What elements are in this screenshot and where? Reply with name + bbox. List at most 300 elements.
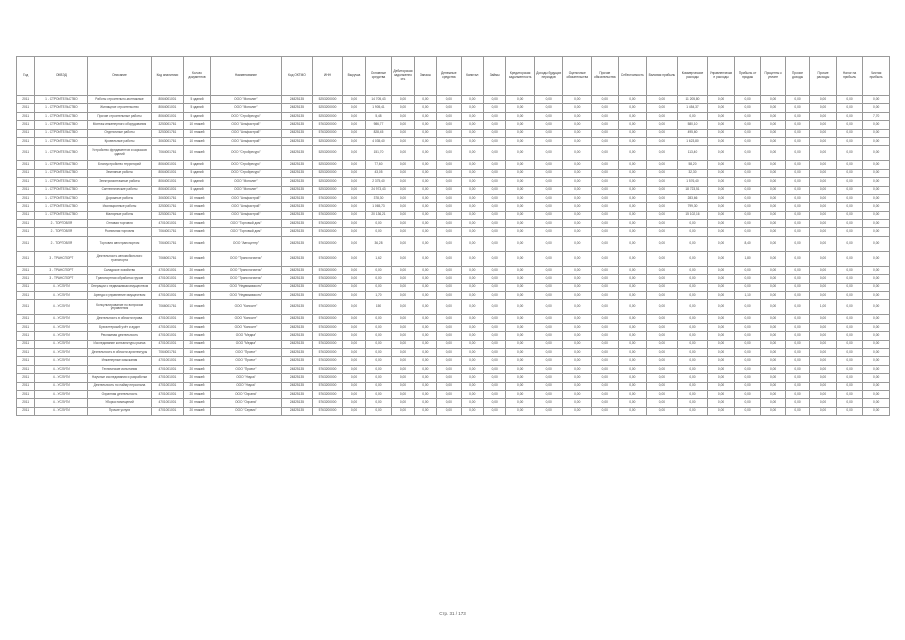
table-cell: 0,00 [592,236,619,251]
table-cell: 0,00 [734,178,761,186]
table-cell: 0,00 [563,121,592,129]
table-cell: 0,00 [677,399,708,407]
table-cell: 0,00 [437,251,461,266]
table-cell: 0,00 [563,399,592,407]
table-cell: 0,00 [483,390,505,398]
column-header: Управленческие расходы [708,57,735,96]
table-cell: Устройство фундаментов и каркасов зданий [88,146,151,161]
table-cell: 24825135 [282,146,313,161]
table-cell: 0,00 [437,220,461,228]
table-cell: 2011 [17,357,35,365]
table-cell: 2011 [17,315,35,323]
table-cell: 0,00 [365,365,392,373]
table-cell: 0,00 [836,186,863,194]
table-cell: 0,00 [592,161,619,169]
table-cell: 0,00 [437,315,461,323]
table-row [17,323,890,331]
column-header: Код аналитики [151,57,184,96]
table-cell: 20 этажей [184,340,211,348]
table-cell: 0,00 [708,211,735,219]
table-cell: 0,00 [534,146,563,161]
table-cell: 0,00 [647,104,678,112]
table-cell: 0,00 [647,315,678,323]
table-cell: 0,00 [836,220,863,228]
table-cell: 5 зданий [184,169,211,177]
table-cell: 0,00 [785,194,809,202]
table-cell: 0,00 [863,236,890,251]
table-cell: 5 зданий [184,96,211,104]
table-cell: 0,00 [414,178,436,186]
table-cell: 0,00 [437,228,461,236]
table-cell: 0,00 [592,382,619,390]
table-cell: 2 - ТОРГОВЛЯ [35,236,88,251]
table-cell: 0,00 [343,348,365,356]
table-cell: 0,00 [810,146,837,161]
table-cell: 0,00 [506,220,535,228]
table-cell: Кровельные работы [88,137,151,145]
table-cell: 0,00 [785,220,809,228]
table-cell: 0,00 [810,315,837,323]
table-cell: 0,00 [563,332,592,340]
table-cell: 0,00 [563,266,592,274]
table-cell: 0,00 [414,146,436,161]
table-cell: 0,00 [592,315,619,323]
table-cell: 0,00 [761,236,785,251]
table-cell: 0,00 [343,407,365,415]
table-cell: 0,00 [506,112,535,120]
page-footer: Стр. 31 / 173 [439,611,466,616]
table-cell: 0,00 [708,382,735,390]
table-cell: 1 - СТРОИТЕЛЬСТВО [35,211,88,219]
table-cell: Дорожные работы [88,194,151,202]
table-cell: 0,00 [343,194,365,202]
table-cell: 4 - УСЛУГИ [35,374,88,382]
table-cell: 0,00 [734,315,761,323]
table-cell: 0,00 [618,382,647,390]
table-cell: 0,00 [592,194,619,202]
table-cell: 0,00 [461,390,483,398]
table-cell: 0,00 [618,323,647,331]
table-cell: 0,00 [734,399,761,407]
table-cell: 0,00 [618,283,647,291]
table-cell: 24825135 [282,251,313,266]
table-cell: 0,00 [461,203,483,211]
table-cell: 0,00 [343,390,365,398]
table-cell: 0,00 [836,374,863,382]
table-cell: 0,00 [810,104,837,112]
table-cell: Деятельность автомобильного транспорта [88,251,151,266]
table-cell: 0,00 [563,129,592,137]
table-cell: 0,00 [437,399,461,407]
table-cell: 0,00 [534,374,563,382]
table-cell: 0,00 [863,292,890,300]
table-cell: 0,00 [647,211,678,219]
table-cell: 0,00 [810,323,837,331]
table-row [17,104,890,112]
table-body [17,96,890,416]
table-cell: 0,00 [461,323,483,331]
table-cell: Операции с недвижимым имуществом [88,283,151,291]
table-cell: 0,00 [734,348,761,356]
table-cell: 0,00 [392,169,414,177]
table-cell: 0,00 [836,194,863,202]
table-cell: 0,00 [708,283,735,291]
table-cell: 0,00 [506,236,535,251]
table-cell: 0,00 [483,315,505,323]
table-cell: 0,00 [734,283,761,291]
table-cell: 5763200000 [312,211,343,219]
table-cell: 0,00 [836,348,863,356]
table-cell: 0,00 [461,236,483,251]
table-cell: 0,00 [437,96,461,104]
column-header: Год [17,57,35,96]
table-cell: 0,00 [506,382,535,390]
table-cell: 0,00 [836,203,863,211]
table-cell: 0,00 [785,283,809,291]
table-cell: 0,00 [392,382,414,390]
table-row [17,300,890,315]
table-cell: 2011 [17,112,35,120]
table-cell: 0,00 [534,236,563,251]
table-cell: Отделочные работы [88,129,151,137]
table-cell: 0,00 [483,374,505,382]
table-cell: 0,00 [392,146,414,161]
table-cell: 0,00 [414,390,436,398]
table-cell: 0,00 [863,323,890,331]
table-cell: 3 - ТРАНСПОРТ [35,266,88,274]
table-cell: 0,00 [618,374,647,382]
table-cell: 1 - СТРОИТЕЛЬСТВО [35,178,88,186]
table-cell: 0,00 [483,137,505,145]
table-cell: 0,00 [761,203,785,211]
table-cell: 0,00 [836,275,863,283]
table-cell: 0,00 [392,186,414,194]
table-cell: 0,00 [761,390,785,398]
table-cell: 0,00 [708,121,735,129]
table-cell: 10 этажей [184,236,211,251]
table-cell: 0,00 [592,266,619,274]
table-cell: 0,00 [534,96,563,104]
table-row [17,169,890,177]
table-cell: 0,00 [365,266,392,274]
table-cell: 0,00 [414,112,436,120]
table-cell: Исследование конъюнктуры рынка [88,340,151,348]
table-cell: 2011 [17,292,35,300]
table-cell: 0,00 [734,169,761,177]
table-row [17,129,890,137]
table-cell: 0,00 [677,292,708,300]
table-cell: 0,00 [734,390,761,398]
table-cell: 0,00 [483,266,505,274]
table-cell: 0,00 [483,186,505,194]
table-cell: 0,00 [592,332,619,340]
table-cell: 0,00 [534,332,563,340]
table-cell: 0,00 [734,203,761,211]
table-cell: Изоляционные работы [88,203,151,211]
table-cell: 0,00 [343,169,365,177]
table-cell: 0,00 [647,332,678,340]
column-header: Код ОКТМО [282,57,313,96]
table-cell: 0,00 [647,220,678,228]
table-cell: Жилищное строительство [88,104,151,112]
table-cell: 0,00 [618,220,647,228]
table-cell: 0,00 [414,211,436,219]
table-cell: 0,00 [734,211,761,219]
table-cell: 0,00 [483,161,505,169]
table-cell: 0,00 [810,169,837,177]
table-cell: Розничная торговля [88,228,151,236]
table-cell: 0,00 [810,194,837,202]
table-cell: Бухгалтерский учёт и аудит [88,323,151,331]
table-cell: 4701001001 [151,365,184,373]
table-cell: 0,00 [563,146,592,161]
table-cell: 0,00 [761,275,785,283]
table-cell: 24825135 [282,266,313,274]
table-cell: 24825135 [282,348,313,356]
table-cell: 0,00 [708,315,735,323]
table-cell: 0,00 [437,194,461,202]
table-cell: 0,00 [863,178,890,186]
table-cell: 0,00 [785,169,809,177]
table-cell: 0,00 [734,357,761,365]
table-cell: 0,00 [343,315,365,323]
table-cell: 0,00 [414,96,436,104]
table-cell: 0,00 [708,340,735,348]
table-cell: ООО "Транслогистик" [210,266,281,274]
column-header: Капитал [461,57,483,96]
table-cell: 0,00 [483,236,505,251]
table-cell: 0,00 [618,178,647,186]
table-cell: 0,00 [461,365,483,373]
table-cell: 4 - УСЛУГИ [35,357,88,365]
table-cell: 5763200000 [312,203,343,211]
table-cell: 0,00 [647,275,678,283]
table-cell: 1 454,37 [677,104,708,112]
table-cell: 0,00 [392,266,414,274]
table-cell: 0,00 [734,146,761,161]
table-cell: 0,00 [365,357,392,365]
table-cell: 5763200000 [312,315,343,323]
column-header: Прочие обязательства [592,57,619,96]
table-cell: 0,00 [618,340,647,348]
table-cell: 24825135 [282,399,313,407]
table-cell: 0,00 [761,211,785,219]
table-cell: 0,00 [563,382,592,390]
table-cell: 0,00 [365,323,392,331]
table-cell: 0,00 [592,399,619,407]
table-cell: 0,00 [534,275,563,283]
table-cell: 43,05 [365,169,392,177]
table-cell: 0,00 [414,169,436,177]
table-cell: 0,00 [534,203,563,211]
table-cell: 3063001761 [151,194,184,202]
table-cell: 0,00 [836,407,863,415]
table-cell: 0,00 [437,382,461,390]
table-cell: 24825135 [282,211,313,219]
table-cell: Торговля автотранспортом [88,236,151,251]
table-cell: 4701001001 [151,323,184,331]
table-cell: 0,00 [618,137,647,145]
table-cell: 0,00 [392,300,414,315]
table-cell: 113,40 [677,146,708,161]
table-cell: 0,00 [414,220,436,228]
table-cell: 0,00 [506,266,535,274]
table-cell: 5763200000 [312,283,343,291]
table-cell: 0,00 [534,220,563,228]
table-cell: 0,00 [863,407,890,415]
table-cell: 0,00 [761,266,785,274]
table-cell: 0,00 [785,275,809,283]
table-cell: 0,00 [392,332,414,340]
table-cell: 0,00 [563,169,592,177]
table-cell: 0,00 [563,323,592,331]
table-cell: ООО "Консалт" [210,315,281,323]
table-cell: 0,00 [534,365,563,373]
table-cell: 4 - УСЛУГИ [35,348,88,356]
table-cell: 0,00 [506,275,535,283]
table-cell: 0,00 [461,292,483,300]
table-cell: 1 - СТРОИТЕЛЬСТВО [35,186,88,194]
table-cell: 0,00 [437,178,461,186]
table-cell: 0,00 [592,228,619,236]
table-cell: Инженерные изыскания [88,357,151,365]
table-cell: 0,00 [461,186,483,194]
table-cell: 799,30 [677,203,708,211]
table-cell: 0,00 [483,211,505,219]
table-cell: 5763200000 [312,236,343,251]
table-cell: ООО "Альфастрой" [210,129,281,137]
table-cell: 0,00 [343,399,365,407]
table-cell: 0,00 [618,300,647,315]
table-cell: 0,00 [836,121,863,129]
table-cell: 4 - УСЛУГИ [35,332,88,340]
table-row [17,357,890,365]
table-cell: 0,00 [534,186,563,194]
table-cell: 0,00 [708,251,735,266]
table-cell: 1 - СТРОИТЕЛЬСТВО [35,96,88,104]
table-cell: 20 этажей [184,275,211,283]
table-cell: 0,00 [506,129,535,137]
table-cell: 20 этажей [184,374,211,382]
table-cell: 0,00 [563,300,592,315]
table-cell: 10 этажей [184,203,211,211]
table-cell: 24825135 [282,186,313,194]
table-cell: 2011 [17,251,35,266]
table-cell: ООО "Альфастрой" [210,203,281,211]
table-cell: 0,00 [810,236,837,251]
table-cell: 0,00 [836,169,863,177]
table-cell: 0,00 [506,374,535,382]
table-cell: 2011 [17,220,35,228]
table-cell: 0,00 [785,146,809,161]
table-cell: 15 102,16 [677,211,708,219]
table-cell: 8064001001 [151,112,184,120]
table-cell: 0,00 [461,357,483,365]
table-cell: 0,00 [365,332,392,340]
table-cell: 0,00 [836,251,863,266]
table-cell: 0,00 [563,194,592,202]
table-cell: 1 065,73 [365,203,392,211]
table-cell: 0,00 [483,96,505,104]
table-cell: 0,00 [506,146,535,161]
table-cell: 0,00 [836,292,863,300]
table-cell: 4701001001 [151,332,184,340]
table-cell: 0,00 [592,96,619,104]
table-cell: 2011 [17,96,35,104]
data-table [16,56,890,416]
table-cell: 3253001761 [151,211,184,219]
column-header: Наименование [210,57,281,96]
table-cell: 0,00 [647,186,678,194]
table-cell: 0,00 [563,348,592,356]
table-cell: 0,00 [836,399,863,407]
table-cell: 0,00 [534,112,563,120]
table-cell: 24825135 [282,96,313,104]
table-cell: 0,00 [761,407,785,415]
table-cell: 0,00 [414,121,436,129]
table-cell: 5763200000 [312,292,343,300]
table-cell: 0,00 [563,161,592,169]
table-cell: 0,00 [483,300,505,315]
table-cell: 0,00 [506,348,535,356]
table-row [17,292,890,300]
table-cell: 5763200000 [312,129,343,137]
table-cell: 0,00 [863,283,890,291]
table-cell: Оптовая торговля [88,220,151,228]
table-cell: 0,00 [343,121,365,129]
table-cell: 24825135 [282,178,313,186]
table-row [17,121,890,129]
table-cell: 0,00 [437,374,461,382]
table-cell: 0,00 [618,236,647,251]
table-cell: 0,00 [563,374,592,382]
table-cell: 1,10 [734,292,761,300]
table-cell: 4701001001 [151,407,184,415]
table-cell: 4701001001 [151,374,184,382]
table-cell: 0,00 [785,251,809,266]
table-cell: 0,00 [708,365,735,373]
table-row [17,374,890,382]
table-cell: 2011 [17,374,35,382]
table-cell: 0,00 [810,251,837,266]
table-cell: 4701001001 [151,315,184,323]
table-cell: 0,00 [506,399,535,407]
table-cell: 0,00 [785,178,809,186]
table-cell: 5763200000 [312,382,343,390]
table-cell: Консультирование по вопросам управления [88,300,151,315]
table-cell: 0,00 [437,365,461,373]
table-cell: 0,00 [592,300,619,315]
table-cell: 4 - УСЛУГИ [35,323,88,331]
table-cell: 0,00 [785,390,809,398]
table-cell: 0,00 [863,228,890,236]
table-cell: 0,00 [392,121,414,129]
table-cell: 5763200000 [312,121,343,129]
table-cell: 0,00 [618,129,647,137]
table-cell: 0,00 [414,300,436,315]
table-row [17,382,890,390]
table-cell: 4701001001 [151,340,184,348]
table-cell: 0,00 [761,137,785,145]
table-cell: ООО "Транслогистик" [210,275,281,283]
table-cell: 4701001001 [151,292,184,300]
column-header: ОКВЭД [35,57,88,96]
table-cell: 0,00 [392,220,414,228]
table-cell: 2011 [17,121,35,129]
table-cell: Малярные работы [88,211,151,219]
table-cell: 0,00 [761,112,785,120]
table-cell: 0,00 [461,300,483,315]
